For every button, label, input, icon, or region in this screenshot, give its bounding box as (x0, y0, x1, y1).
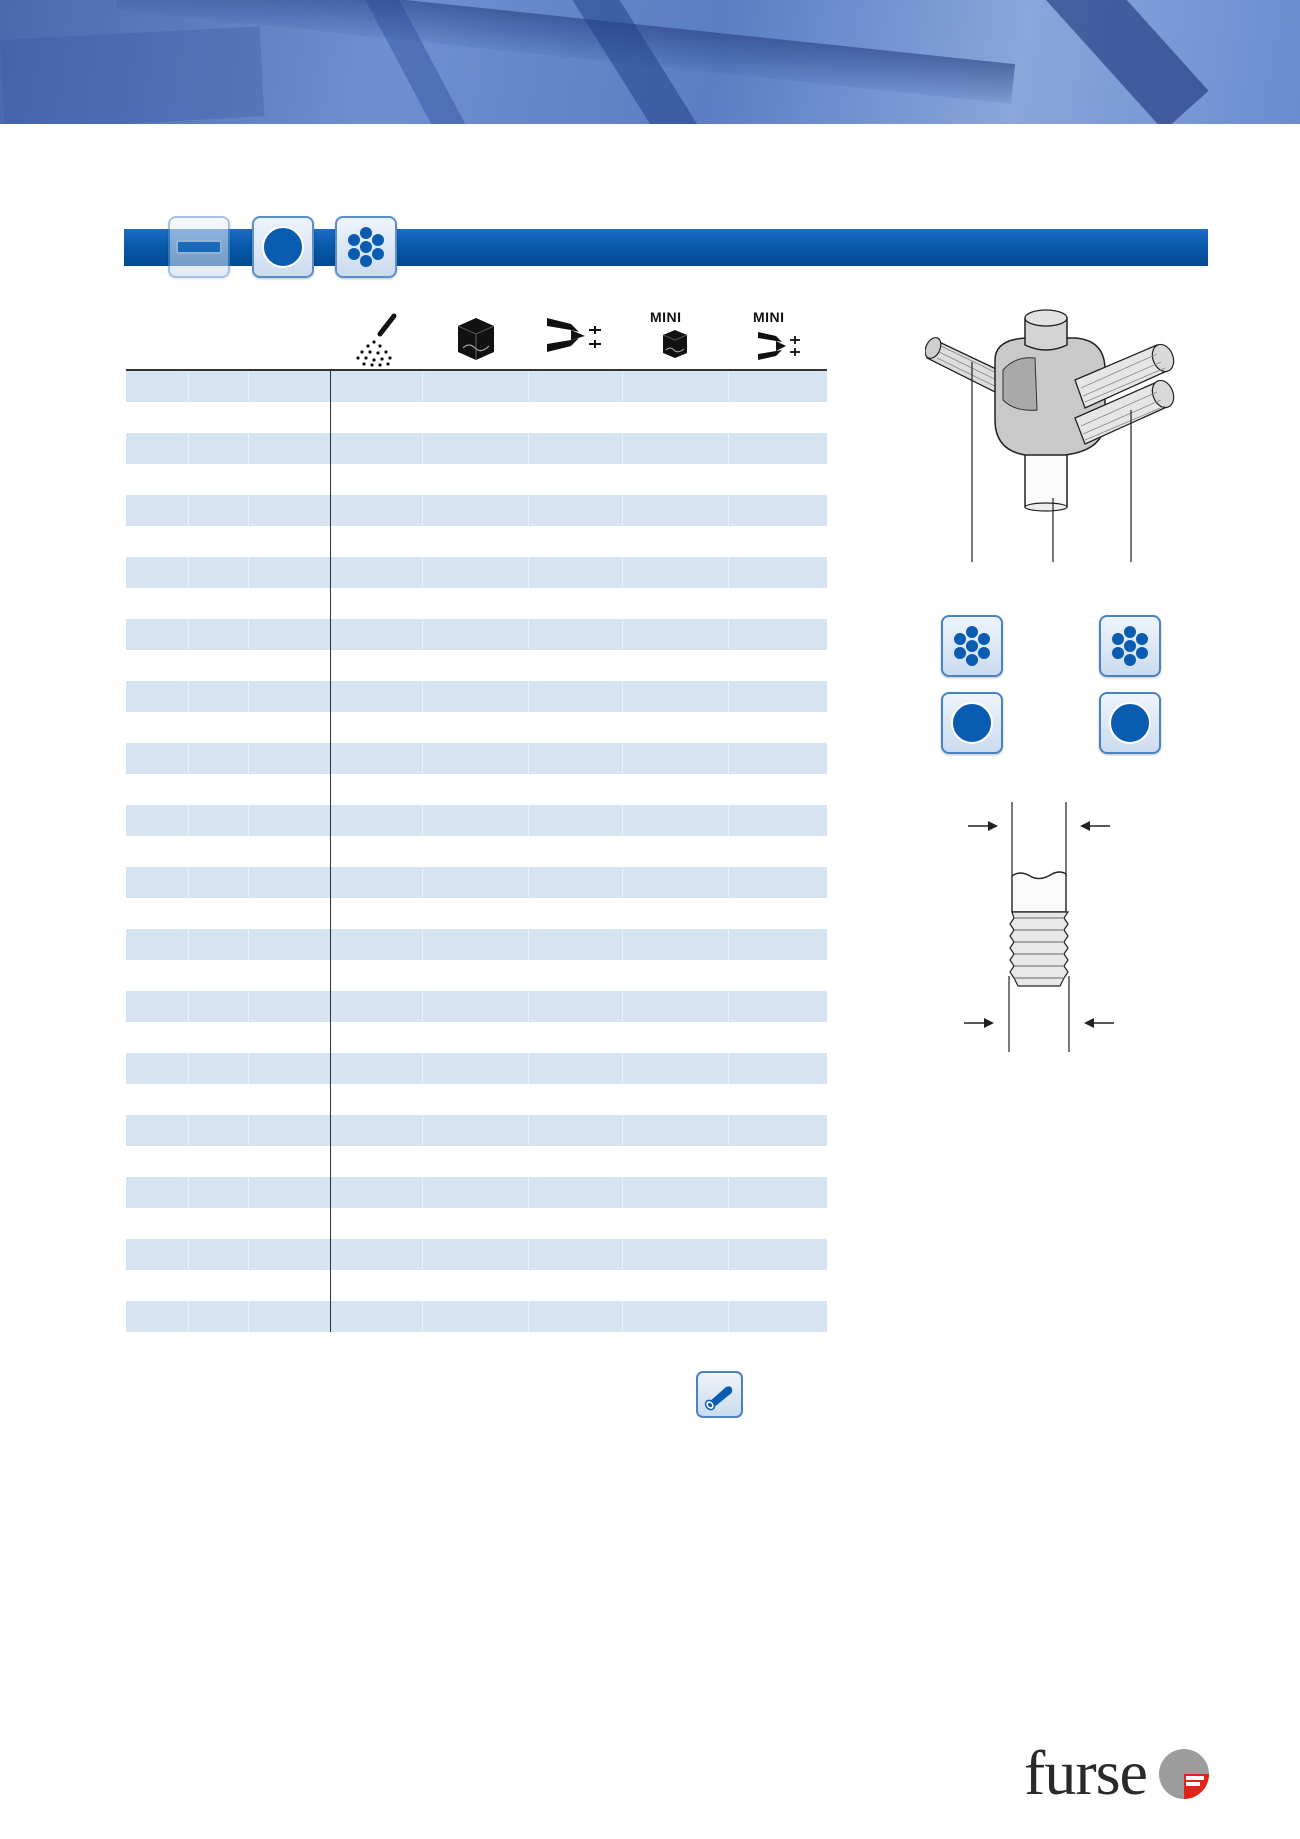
table-row (126, 991, 827, 1022)
table-row (126, 1053, 827, 1084)
table-row (126, 743, 827, 774)
table-row (126, 681, 827, 712)
stranded-conductor-icon (941, 615, 1003, 677)
cable-to-rod-connection-illustration (925, 300, 1175, 565)
product-table (126, 371, 827, 1332)
threaded-rod-diameter-diagram (960, 800, 1120, 1055)
table-row (126, 433, 827, 464)
table-row (126, 805, 827, 836)
table-row (126, 495, 827, 526)
solid-round-conductor-icon (1099, 692, 1161, 754)
stranded-conductor-icon (1099, 615, 1161, 677)
header-banner-image (0, 0, 1300, 124)
table-row (126, 867, 827, 898)
logo-text: furse (1024, 1737, 1147, 1808)
table-row (126, 929, 827, 960)
solid-round-conductor-icon (252, 216, 314, 278)
table-row (126, 619, 827, 650)
mini-label: MINI (650, 309, 682, 325)
furse-logo (1024, 1737, 1214, 1810)
table-row (126, 557, 827, 588)
pipe-icon (696, 1371, 743, 1418)
powder-weld-icon (350, 308, 400, 368)
table-column-divider (330, 371, 331, 1332)
mini-handle-clamp-icon (756, 328, 806, 364)
table-row (126, 1239, 827, 1270)
logo-mark-icon (1158, 1748, 1210, 1800)
tape-conductor-icon (168, 216, 230, 278)
solid-round-conductor-icon (941, 692, 1003, 754)
mould-icon (454, 308, 498, 368)
mini-mould-icon (660, 326, 690, 362)
table-row (126, 1177, 827, 1208)
table-row (126, 1115, 827, 1146)
mini-label: MINI (753, 309, 785, 325)
stranded-conductor-icon (335, 216, 397, 278)
table-row (126, 1301, 827, 1332)
table-row (126, 371, 827, 402)
handle-clamp-icon (545, 308, 609, 368)
